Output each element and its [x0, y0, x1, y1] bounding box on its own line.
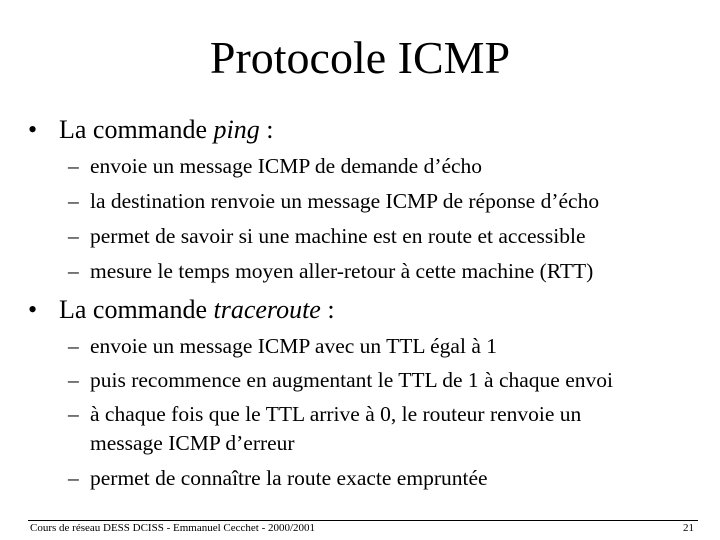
- bullet-dot: •: [28, 115, 38, 144]
- bullet-prefix: La commande: [59, 115, 214, 144]
- bullet-dot: •: [28, 295, 38, 324]
- footer-course-credit: Cours de réseau DESS DCISS - Emmanuel Cecchet - 2000/2001: [30, 522, 316, 534]
- dash-marker: –: [68, 368, 79, 392]
- dash-marker: –: [68, 189, 79, 213]
- sub-item: [68, 466, 488, 490]
- sub-item-text: la destination renvoie un message ICMP de réponse d’écho: [90, 189, 600, 213]
- slide-title: Protocole ICMP: [209, 32, 511, 83]
- sub-item-text: permet de connaître la route exacte empruntée: [90, 466, 488, 490]
- sub-item: [68, 334, 497, 358]
- bullet-ping: [28, 115, 273, 145]
- sub-item-text: à chaque fois que le TTL arrive à 0, le routeur renvoie un: [90, 402, 582, 426]
- dash-marker: –: [68, 259, 79, 283]
- sub-item-text: puis recommence en augmentant le TTL de 1 à chaque envoi: [90, 368, 613, 392]
- sub-item: [68, 224, 586, 248]
- sub-item-text: mesure le temps moyen aller-retour à cette machine (RTT): [90, 259, 594, 283]
- sub-item: [68, 402, 581, 426]
- sub-item: [68, 154, 482, 178]
- sub-item-text: envoie un message ICMP de demande d’écho: [90, 154, 483, 178]
- page-number: 21: [683, 522, 694, 534]
- dash-marker: –: [68, 154, 79, 178]
- dash-marker: –: [68, 466, 79, 490]
- command-name-traceroute: traceroute: [213, 295, 321, 324]
- dash-marker: –: [68, 224, 79, 248]
- bullet-suffix: :: [259, 115, 274, 144]
- bullet-prefix: La commande: [59, 295, 214, 324]
- sub-item-text: envoie un message ICMP avec un TTL égal à 1: [90, 334, 497, 358]
- dash-marker: –: [68, 402, 79, 426]
- command-name-ping: ping: [213, 115, 260, 144]
- bullet-traceroute: [28, 295, 335, 325]
- sub-item-continuation: message ICMP d’erreur: [90, 431, 295, 455]
- sub-item: [68, 189, 599, 213]
- dash-marker: –: [68, 334, 79, 358]
- sub-item: [68, 259, 593, 283]
- sub-item-text: permet de savoir si une machine est en route et accessible: [90, 224, 586, 248]
- sub-item: [68, 368, 613, 392]
- bullet-suffix: :: [320, 295, 335, 324]
